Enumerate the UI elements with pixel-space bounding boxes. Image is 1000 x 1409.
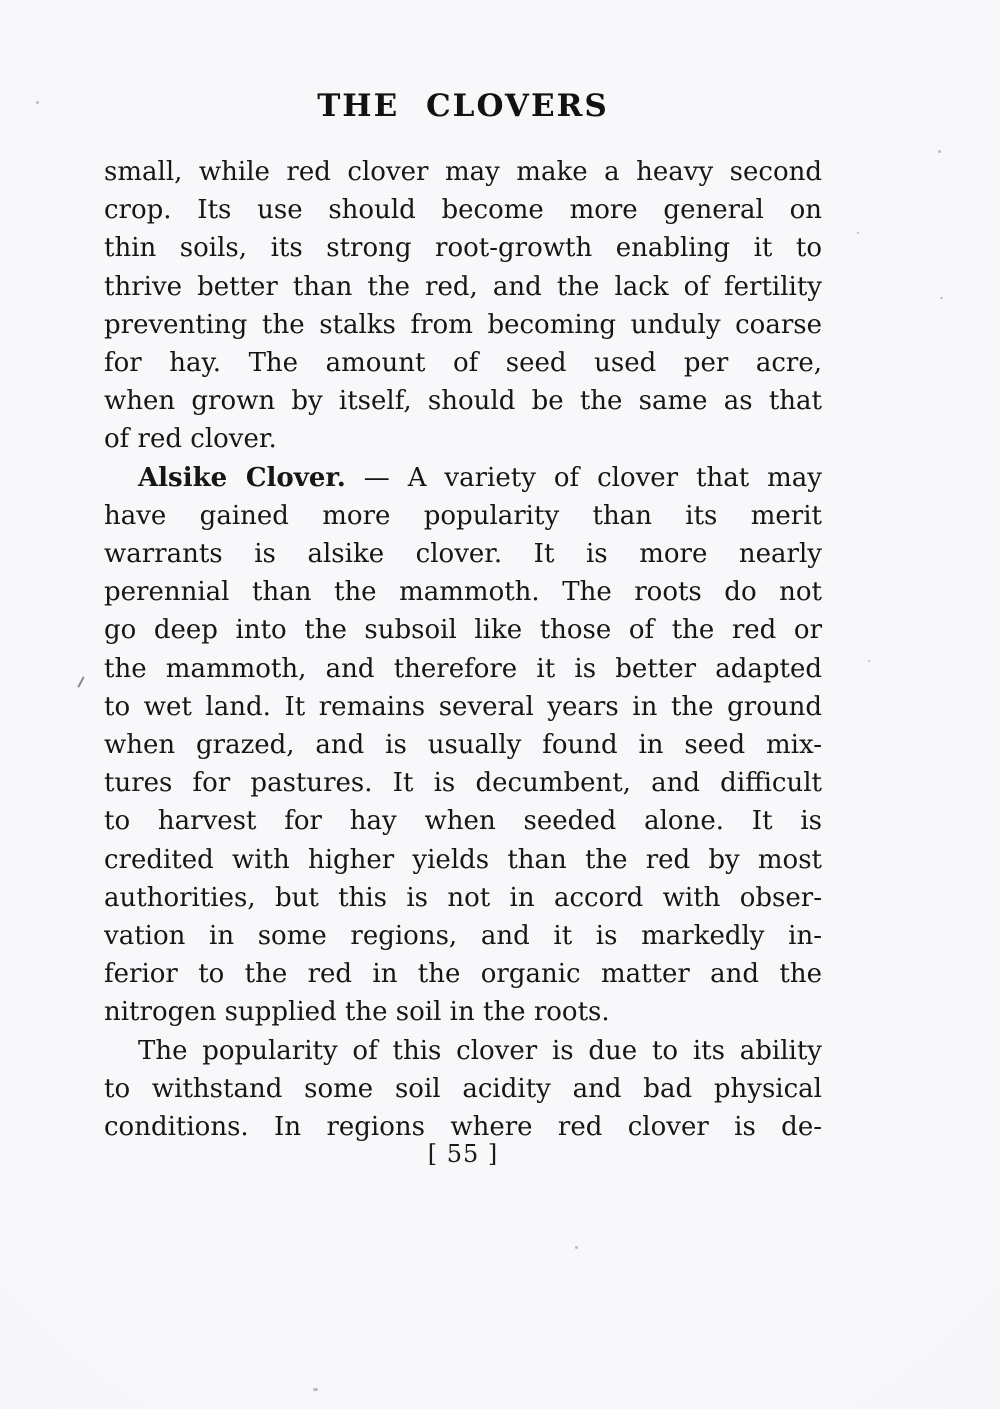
- text-line: to withstand some soil acidity and bad physical: [104, 1073, 822, 1104]
- text-line: The popularity of this clover is due to its ability: [138, 1035, 822, 1066]
- text-line: thin soils, its strong root-growth enabling it to: [104, 233, 822, 264]
- text-run: — A variety of clover that may: [345, 462, 822, 493]
- alsike-clover-heading: Alsike Clover.: [138, 462, 346, 493]
- text-line: of red clover.: [104, 424, 277, 455]
- text-line: to wet land. It remains several years in the ground: [104, 691, 822, 722]
- text-line: perennial than the mammoth. The roots do not: [104, 577, 822, 608]
- text-line: credited with higher yields than the red by most: [104, 844, 822, 875]
- text-line: ferior to the red in the organic matter and the: [104, 959, 822, 990]
- scan-speck: [938, 150, 941, 153]
- scan-speck: [313, 1388, 318, 1391]
- text-line: small, while red clover may make a heavy second: [104, 157, 822, 187]
- text-line: the mammoth, and therefore it is better adapted: [104, 653, 822, 684]
- scan-speck: [575, 1246, 578, 1249]
- text-line: warrants is alsike clover. It is more nearly: [104, 539, 822, 570]
- text-line: when grazed, and is usually found in seed mix-: [104, 730, 822, 761]
- page-title: THE CLOVERS: [317, 88, 609, 124]
- scan-speck: [940, 297, 943, 299]
- body-text: [104, 153, 822, 1146]
- text-line: thrive better than the red, and the lack of fertility: [104, 271, 822, 302]
- scan-speck: [868, 660, 870, 662]
- text-line: vation in some regions, and it is markedly in-: [104, 921, 822, 952]
- text-line: to harvest for hay when seeded alone. It is: [104, 806, 822, 837]
- text-line: have gained more popularity than its merit: [104, 500, 822, 531]
- text-line: authorities, but this is not in accord with obser-: [104, 882, 822, 913]
- page-number: [ 55 ]: [427, 1140, 499, 1168]
- scan-stray-mark: [77, 676, 84, 688]
- text-line: go deep into the subsoil like those of the red or: [104, 615, 822, 646]
- text-line: crop. Its use should become more general on: [104, 195, 822, 226]
- scan-speck: [857, 232, 859, 234]
- text-line: for hay. The amount of seed used per acre,: [104, 348, 822, 379]
- scan-speck: [36, 101, 39, 104]
- text-line: preventing the stalks from becoming unduly coarse: [104, 309, 822, 340]
- text-line: nitrogen supplied the soil in the roots.: [104, 997, 610, 1028]
- text-line: conditions. In regions where red clover is de-: [104, 1112, 822, 1143]
- paragraph-2-alsike-clover: [104, 459, 822, 1032]
- text-line: [104, 459, 822, 497]
- text-line: when grown by itself, should be the same as that: [104, 386, 822, 417]
- text-line: tures for pastures. It is decumbent, and difficult: [104, 768, 822, 799]
- paragraph-1: [104, 153, 822, 459]
- paragraph-3: [104, 1032, 822, 1147]
